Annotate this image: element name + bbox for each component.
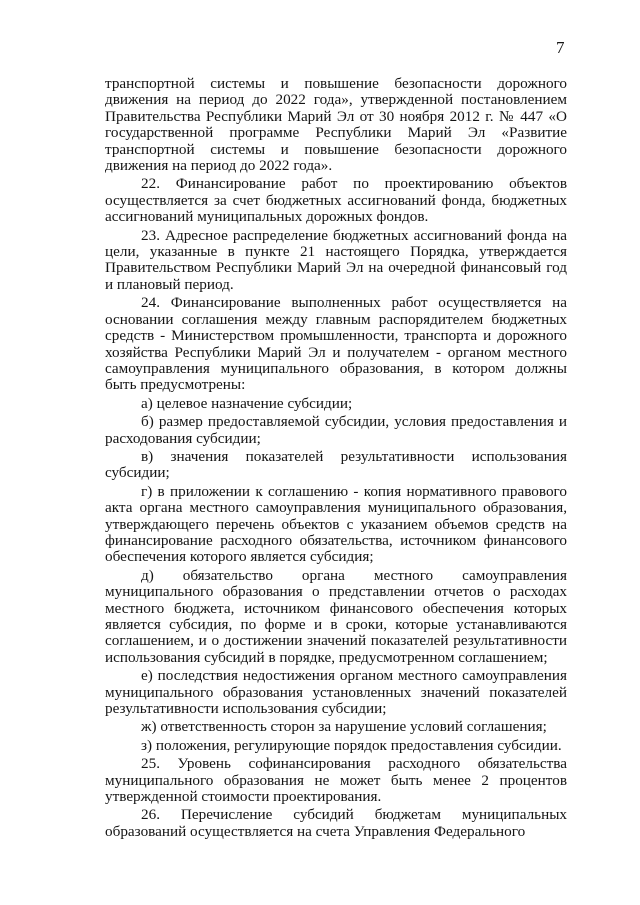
- subitem-d: д) обязательство органа местного самоуправления муниципального образования о представлении отчетов о расходах местного бюджета, источником финансового обеспечения которых является субсидия, по форме и в сроки, которые устанавливаются соглашением, и о достижении значений показателей результативности использования субсидий в порядке, предусмотренном соглашением;: [105, 566, 567, 666]
- paragraph-item-26: 26. Перечисление субсидий бюджетам муниципальных образований осуществляется на счета Управления Федерального: [105, 806, 567, 840]
- subitem-zh: ж) ответственность сторон за нарушение условий соглашения;: [141, 718, 547, 736]
- subitem-z: з) положения, регулирующие порядок предоставления субсидии.: [141, 736, 562, 754]
- subitem-e: е) последствия недостижения органом местного самоуправления муниципального образования установленных значений показателей результативности использования субсидии;: [105, 667, 567, 718]
- paragraph-item-24: 24. Финансирование выполненных работ осуществляется на основании соглашения между главным распорядителем бюджетных средств - Министерством промышленности, транспорта и дорожного хозяйства Республики Марий Эл и получателем - органом местного самоуправления муниципального образования, в котором должны быть предусмотрены:: [105, 294, 567, 394]
- paragraph-item-23: 23. Адресное распределение бюджетных ассигнований фонда на цели, указанные в пункте 21 настоящего Порядка, утверждается Правительством Республики Марий Эл на очередной финансовый год и плановый период.: [105, 226, 567, 293]
- document-body: [105, 76, 567, 842]
- subitem-g: г) в приложении к соглашению - копия нормативного правового акта органа местного самоуправления муниципального образования, утверждающего перечень объектов с указанием объемов средств на финансирование расходного обязательства, источником финансового обеспечения которого является субсидия;: [105, 482, 567, 566]
- subitem-b: б) размер предоставляемой субсидии, условия предоставления и расходования субсидии;: [105, 413, 567, 447]
- paragraph-continuation: транспортной системы и повышение безопасности дорожного движения на период до 2022 года», утвержденной постановлением Правительства Республики Марий Эл от 30 ноября 2012 г. № 447 «О государственной программе Республики Марий Эл «Развитие транспортной системы и повышение безопасности дорожного движения на период до 2022 года».: [105, 75, 567, 175]
- subitem-v: в) значения показателей результативности использования субсидии;: [105, 447, 567, 482]
- paragraph-item-25: 25. Уровень софинансирования расходного обязательства муниципального образования не может быть менее 2 процентов утвержденной стоимости проектирования.: [105, 755, 567, 806]
- subitem-a: а) целевое назначение субсидии;: [141, 394, 353, 412]
- paragraph-item-22: 22. Финансирование работ по проектированию объектов осуществляется за счет бюджетных ассигнований фонда, бюджетных ассигнований муниципальных дорожных фондов.: [105, 175, 567, 226]
- page-number: 7: [556, 38, 565, 57]
